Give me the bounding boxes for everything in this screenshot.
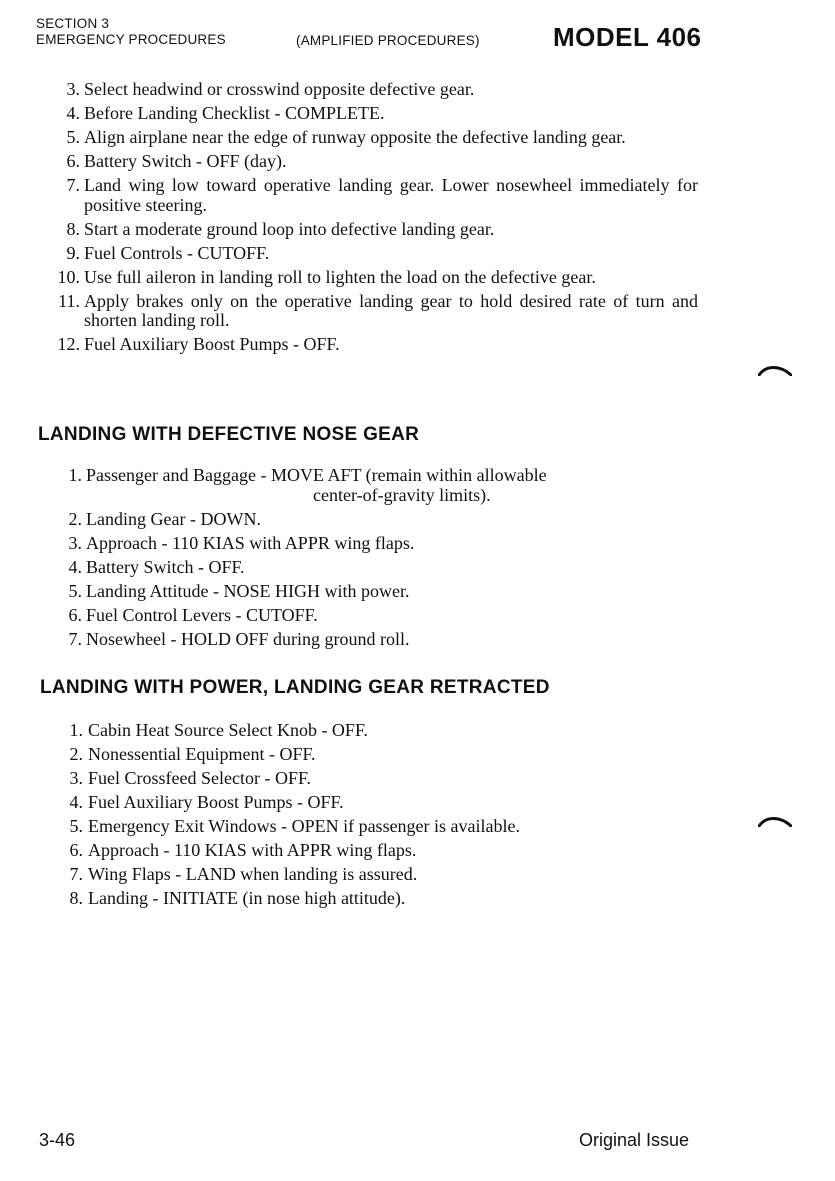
item-number: 5. <box>68 580 82 601</box>
section-heading-nose-gear: LANDING WITH DEFECTIVE NOSE GEAR <box>38 424 420 445</box>
list-item <box>0 466 835 505</box>
item-text: Start a moderate ground loop into defective landing gear. <box>84 218 495 239</box>
item-text: Emergency Exit Windows - OPEN if passenger is available. <box>88 816 521 836</box>
list-item <box>0 104 698 124</box>
item-number: 9. <box>66 242 80 263</box>
item-text: Cabin Heat Source Select Knob - OFF. <box>88 720 369 740</box>
item-text: Fuel Crossfeed Selector - OFF. <box>88 768 312 788</box>
item-number: 4. <box>68 556 82 577</box>
list-item <box>0 630 835 650</box>
list-item <box>0 244 698 264</box>
list-item <box>0 745 702 765</box>
list-item <box>0 80 698 100</box>
item-number: 3. <box>68 532 82 553</box>
amplified-label: (AMPLIFIED PROCEDURES) <box>296 33 480 48</box>
procedure-list-gear-retracted <box>0 721 702 913</box>
item-text: Wing Flaps - LAND when landing is assured. <box>88 864 418 884</box>
item-number: 6. <box>68 604 82 625</box>
section-category: EMERGENCY PROCEDURES <box>36 32 226 47</box>
list-item <box>0 268 698 288</box>
list-item <box>0 220 698 240</box>
list-item <box>0 817 702 837</box>
section-header <box>36 16 226 48</box>
item-text: Select headwind or crosswind opposite defective gear. <box>84 79 475 99</box>
item-text: Approach - 110 KIAS with APPR wing flaps. <box>88 840 417 860</box>
item-number: 3. <box>69 768 83 788</box>
list-item <box>0 841 702 861</box>
procedure-list-continued <box>0 80 698 359</box>
item-text: Before Landing Checklist - COMPLETE. <box>84 103 385 123</box>
list-item <box>0 292 698 331</box>
item-text: Fuel Auxiliary Boost Pumps - OFF. <box>88 792 344 812</box>
model-title: MODEL 406 <box>553 22 702 52</box>
list-item <box>0 335 698 355</box>
issue-label: Original Issue <box>579 1130 690 1150</box>
item-number: 11. <box>58 290 80 311</box>
item-number: 7. <box>66 175 80 195</box>
list-item <box>0 510 835 530</box>
item-text: Passenger and Baggage - MOVE AFT (remain within allowable <box>86 465 547 485</box>
list-item <box>0 769 702 789</box>
item-text: Nonessential Equipment - OFF. <box>88 744 316 764</box>
item-text: Landing Gear - DOWN. <box>86 508 261 529</box>
item-text: Battery Switch - OFF. <box>86 556 245 577</box>
list-item <box>0 606 835 626</box>
item-text: Align airplane near the edge of runway opposite the defective landing gear. <box>84 127 626 147</box>
item-number: 7. <box>69 864 83 884</box>
list-item <box>0 128 698 148</box>
item-text: Battery Switch - OFF (day). <box>84 151 287 171</box>
item-text-continuation: center-of-gravity limits). <box>313 484 491 505</box>
list-item <box>0 889 702 909</box>
item-text: Apply brakes only on the operative landing gear to hold desired rate of turn and shorten landing roll. <box>84 290 698 330</box>
item-number: 6. <box>69 840 83 860</box>
item-number: 8. <box>69 888 83 908</box>
item-number: 6. <box>66 151 80 171</box>
list-item <box>0 558 835 578</box>
item-text: Approach - 110 KIAS with APPR wing flaps. <box>86 532 415 553</box>
list-item <box>0 152 698 172</box>
item-text: Fuel Control Levers - CUTOFF. <box>86 604 318 625</box>
item-number: 2. <box>69 744 83 764</box>
item-number: 7. <box>68 628 82 649</box>
item-number: 3. <box>66 79 80 99</box>
list-item <box>0 721 702 741</box>
item-text: Fuel Auxiliary Boost Pumps - OFF. <box>84 334 340 354</box>
item-number: 5. <box>66 127 80 147</box>
item-number: 10. <box>57 266 80 287</box>
item-number: 4. <box>69 792 83 812</box>
list-item <box>0 176 698 215</box>
list-item <box>0 865 702 885</box>
list-item <box>0 582 835 602</box>
page-number: 3-46 <box>39 1130 76 1150</box>
item-text: Use full aileron in landing roll to lighten the load on the defective gear. <box>84 266 596 287</box>
item-number: 2. <box>68 508 82 529</box>
item-text: Landing Attitude - NOSE HIGH with power. <box>86 580 410 601</box>
item-text: Nosewheel - HOLD OFF during ground roll. <box>86 628 410 649</box>
item-number: 1. <box>68 465 82 485</box>
item-number: 1. <box>69 720 83 740</box>
item-text: Land wing low toward operative landing gear. Lower nosewheel immediately for positive steering. <box>84 175 698 215</box>
item-number: 8. <box>66 218 80 239</box>
revision-mark <box>758 815 792 827</box>
list-item <box>0 793 702 813</box>
item-number: 5. <box>69 816 83 836</box>
item-text: Landing - INITIATE (in nose high attitude). <box>88 888 406 908</box>
section-number: SECTION 3 <box>36 16 110 31</box>
section-heading-gear-retracted: LANDING WITH POWER, LANDING GEAR RETRACTED <box>40 677 550 698</box>
item-text: Fuel Controls - CUTOFF. <box>84 242 270 263</box>
item-number: 4. <box>66 103 80 123</box>
revision-mark <box>758 364 792 376</box>
item-number: 12. <box>57 334 80 354</box>
list-item <box>0 534 835 554</box>
procedure-list-nose-gear <box>0 466 835 654</box>
